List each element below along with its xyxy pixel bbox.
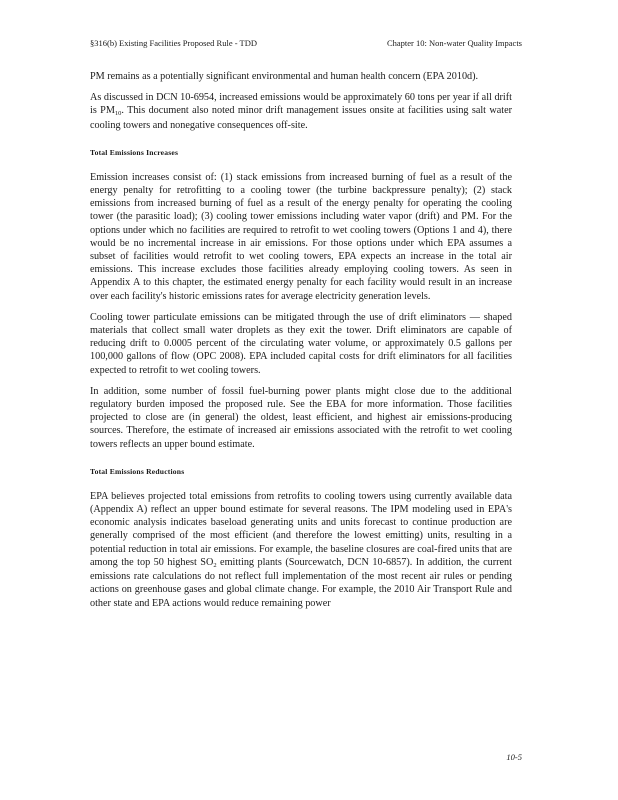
page-number: 10-5: [506, 752, 522, 762]
paragraph-pm-concern: PM remains as a potentially significant environmental and human health concern (EPA 2010d).: [90, 71, 479, 82]
paragraph-dcn-emissions: [90, 91, 512, 132]
pm-subscript: 10: [114, 110, 122, 118]
so2-subscript: 2: [213, 561, 217, 569]
paragraph-drift-eliminators: Cooling tower particulate emissions can be mitigated through the use of drift eliminators — shaped materials that collect small water droplets as they exit the tower. Drift eliminators are capable of reducing drift to 0.0005 percent of the circulating water volume, or approximately 0.5 gallons per 100,000 gallons of flow (OPC 2008). EPA included capital costs for drift eliminators for all facilities expected to retrofit to wet cooling towers.: [90, 311, 512, 376]
heading-total-emissions-reductions: Total Emissions Reductions: [90, 466, 185, 476]
paragraph-dcn-emissions-text-b: . This document also noted minor drift management issues onsite at facilities using salt water cooling towers and nonegative consequences off-site.: [90, 105, 512, 131]
paragraph-upper-bound-text-b: emitting plants (Sourcewatch, DCN 10-6857). In addition, the current emissions rate calculations do not reflect full implementation of the most recent air rules or pending actions on greenhouse gases and global climate change. For example, the 2010 Air Transport Rule and other state and EPA actions would reduce remaining power: [90, 556, 512, 609]
header-left: §316(b) Existing Facilities Proposed Rule - TDD: [90, 38, 257, 48]
header-right: Chapter 10: Non-water Quality Impacts: [386, 38, 522, 48]
paragraph-dcn-emissions-text-a: As discussed in DCN 10-6954, increased emissions would be approximately 60 tons per year if all drift is PM: [90, 92, 512, 117]
heading-total-emissions-increases: Total Emissions Increases: [90, 147, 179, 157]
page-header: [90, 38, 522, 50]
paragraph-plant-closures: In addition, some number of fossil fuel-burning power plants might close due to the additional regulatory burden imposed the proposed rule. See the EBA for more information. Those facilities projected to close are (in general) the oldest, least efficient, and highest air emissions-producing sources. Therefore, the estimate of increased air emissions associated with the retrofit to wet cooling towers reflects an upper bound estimate.: [90, 385, 512, 450]
paragraph-upper-bound-text-a: EPA believes projected total emissions from retrofits to cooling towers using currently available data (Appendix A) reflect an upper bound estimate for several reasons. The IPM modeling used in EPA's economic analysis indicates baseload generating units and units forecast to continue production are generally comprised of the most efficient (and therefore the lowest emitting) units, resulting in a potential reduction in total air emissions. For example, the baseline closures are coal-fired units that are among the top 50 highest SO: [90, 490, 512, 568]
page-content: [90, 70, 512, 618]
paragraph-emission-increases: Emission increases consist of: (1) stack emissions from increased burning of fuel as a result of the energy penalty for retrofitting to a cooling tower (the turbine backpressure penalty); (2) stack emissions from increased burning of fuel as a result of the energy penalty for operating the cooling tower (the parasitic load); (3) cooling tower emissions including water vapor (drift) and PM. For the options under which no facilities are required to retrofit to wet cooling towers (Options 1 and 4), there would be no incremental increase in air emissions. For those options under which EPA assumes a subset of facilities would retrofit to wet cooling towers, EPA expects an increase in the total air emissions. This increase excludes those facilities already employing cooling towers. As seen in Appendix A to this chapter, the estimated energy penalty for each facility would result in an increase over each facility's historic emissions rates for average electricity generation levels.: [90, 171, 512, 302]
paragraph-upper-bound: [90, 490, 512, 610]
